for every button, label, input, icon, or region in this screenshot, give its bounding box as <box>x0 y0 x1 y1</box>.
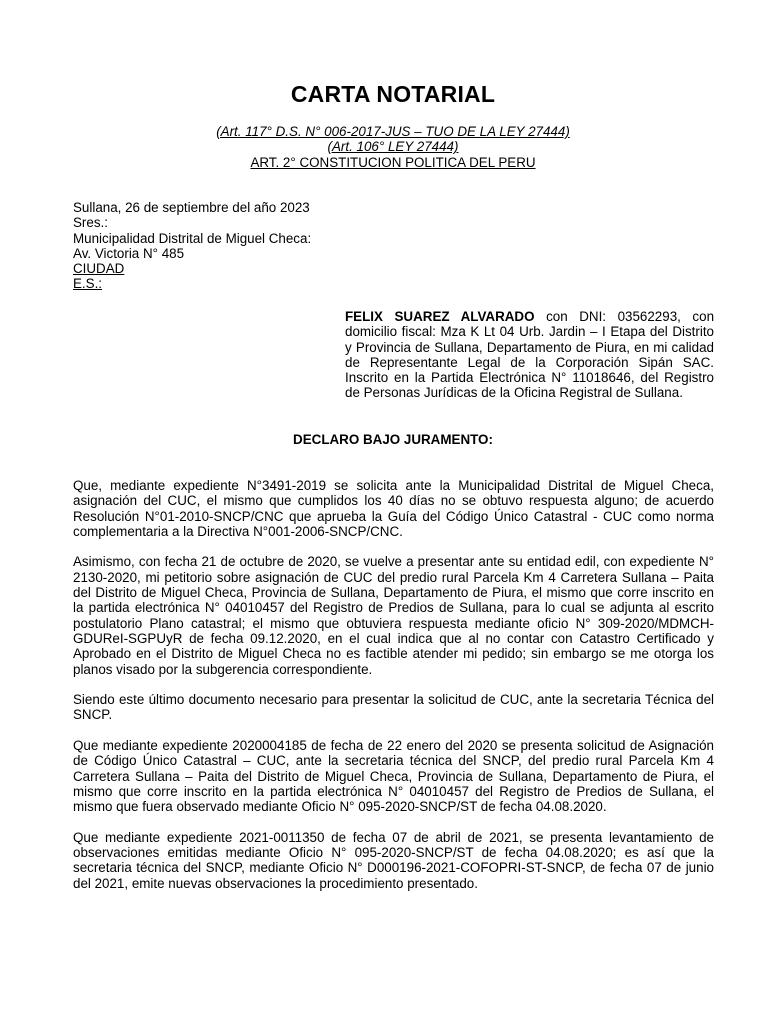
sender-block <box>345 309 714 401</box>
reference-line-2: (Art. 106° LEY 27444) <box>327 139 459 155</box>
sender-name: FELIX SUAREZ ALVARADO <box>345 309 535 324</box>
document-title: CARTA NOTARIAL <box>290 81 496 107</box>
reference-line-3: ART. 2° CONSTITUCION POLITICA DEL PERU <box>250 154 536 170</box>
salutation: Sres.: <box>73 215 108 231</box>
body-paragraph-1: Que, mediante expediente N°3491-2019 se solicita ante la Municipalidad Distrital de Miguel Checa, asignación del CUC, el mismo que cumplidos los 40 días no se obtuvo respuesta alguno; de acuerdo Resolución N°01-2010-SNCP/CNC que aprueba la Guía del Código Único Catastral - CUC como norma complementaria a la Directiva N°001-2006-SNCP/CNC. <box>73 478 714 539</box>
recipient-city: CIUDAD <box>73 261 125 277</box>
place-date: Sullana, 26 de septiembre del año 2023 <box>73 200 310 215</box>
letter-body <box>73 478 714 906</box>
body-paragraph-3: Siendo este último documento necesario para presentar la solicitud de CUC, ante la secretaria Técnica del SNCP. <box>73 692 714 723</box>
recipient-address: Av. Victoria N° 485 <box>73 245 185 261</box>
recipient-block <box>73 200 473 292</box>
recipient-name: Municipalidad Distrital de Miguel Checa: <box>73 230 312 246</box>
declaration-heading: DECLARO BAJO JURAMENTO: <box>293 432 493 447</box>
body-paragraph-2: Asimismo, con fecha 21 de octubre de 2020, se vuelve a presentar ante su entidad edil, con expediente N° 2130-2020, mi petitorio sobre asignación de CUC del predio rural Parcela Km 4 Carretera Sullana – Paita del Distrito de Miguel Checa, Provincia de Sullana, Departamento de Piura, el mismo que corre inscrito en la partida electrónica N° 04010457 del Registro de Predios de Sullana, para lo cual se adjunta al escrito postulatorio Plano catastral; el mismo que obtuviera respuesta mediante oficio N° 309-2020/MDMCH-GDUReI-SGPUyR de fecha 09.12.2020, en el cual indica que al no contar con Catastro Certificado y Aprobado en el Distrito de Miguel Checa no es factible atender mi pedido; sin embargo se me otorga los planos visado por la subgerencia correspondiente. <box>73 554 714 677</box>
reference-line-1: (Art. 117° D.S. N° 006-2017-JUS – TUO DE LA LEY 27444) <box>216 124 570 139</box>
legal-references <box>0 124 768 170</box>
recipient-es: E.S.: <box>73 276 103 292</box>
body-paragraph-5: Que mediante expediente 2021-0011350 de fecha 07 de abril de 2021, se presenta levantamiento de observaciones emitidas mediante Oficio N° 095-2020-SNCP/ST de fecha 04.08.2020; es así que la secretaria técnica del SNCP, mediante Oficio N° D000196-2021-COFOPRI-ST-SNCP, de fecha 07 de junio del 2021, emite nuevas observaciones la procedimiento presentado. <box>73 829 714 891</box>
body-paragraph-4: Que mediante expediente 2020004185 de fecha de 22 enero del 2020 se presenta solicitud de Asignación de Código Único Catastral – CUC, ante la secretaria técnica del SNCP, del predio rural Parcela Km 4 Carretera Sullana – Paita del Distrito de Miguel Checa, Provincia de Sullana, Departamento de Piura, el mismo que corre inscrito en la partida electrónica N° 04010457 del Registro de Predios de Sullana, el mismo que fuera observado mediante Oficio N° 095-2020-SNCP/ST de fecha 04.08.2020. <box>73 738 714 815</box>
sender-details: con DNI: 03562293, con domicilio fiscal: Mza K Lt 04 Urb. Jardin – I Etapa del Distrito y Provincia de Sullana, Departamento de Piura, en mi calidad de Representante Legal de la Corporación Sipán SAC. Inscrito en la Partida Electrónica N° 11018646, del Registro de Personas Jurídicas de la Oficina Registral de Sullana. <box>345 309 715 401</box>
